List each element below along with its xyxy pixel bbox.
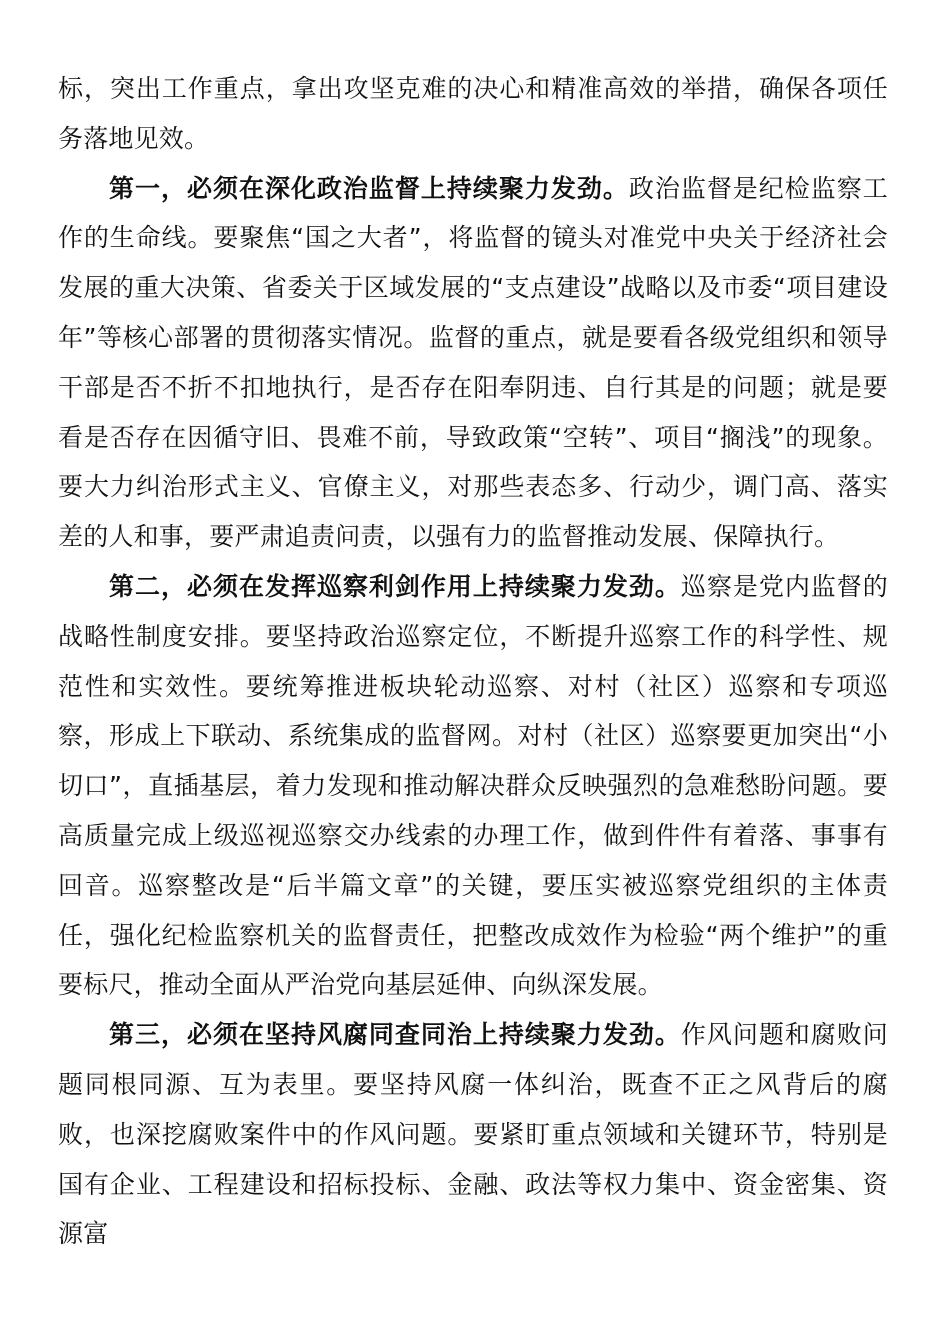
paragraph-text: 标，突出工作重点，拿出攻坚克难的决心和精准高效的举措，确保各项任务落地见效。 — [58, 74, 888, 153]
paragraph-text: 作风问题和腐败问题同根同源、互为表里。要坚持风腐一体纠治，既查不正之风背后的腐败，也深挖腐败案件中的作风问题。要紧盯重点领域和关键环节，特别是国有企业、工程建设和招标投标、金融、政法等权力集中、资金密集、资源富 — [58, 1020, 888, 1249]
paragraph-second-point — [58, 562, 888, 1010]
paragraph-heading: 第三，必须在坚持风腐同查同治上持续聚力发劲。 — [109, 1020, 681, 1050]
paragraph-third-point — [58, 1010, 888, 1259]
paragraph-continuation — [58, 64, 888, 164]
paragraph-heading: 第二，必须在发挥巡察利剑作用上持续聚力发劲。 — [109, 571, 681, 601]
paragraph-text: 政治监督是纪检监察工作的生命线。要聚焦“国之大者”，将监督的镜头对准党中央关于经济社会发展的重大决策、省委关于区域发展的“支点建设”战略以及市委“项目建设年”等核心部署的贯彻落实情况。监督的重点，就是要看各级党组织和领导干部是否不折不扣地执行，是否存在阳奉阴违、自行其是的问题；就是要看是否存在因循守旧、畏难不前，导致政策“空转”、项目“搁浅”的现象。要大力纠治形式主义、官僚主义，对那些表态多、行动少，调门高、落实差的人和事，要严肃追责问责，以强有力的监督推动发展、保障执行。 — [58, 173, 888, 552]
paragraph-heading: 第一，必须在深化政治监督上持续聚力发劲。 — [109, 173, 629, 203]
paragraph-text: 巡察是党内监督的战略性制度安排。要坚持政治巡察定位，不断提升巡察工作的科学性、规范性和实效性。要统筹推进板块轮动巡察、对村（社区）巡察和专项巡察，形成上下联动、系统集成的监督网。对村（社区）巡察要更加突出“小切口”，直插基层，着力发现和推动解决群众反映强烈的急难愁盼问题。要高质量完成上级巡视巡察交办线索的办理工作，做到件件有着落、事事有回音。巡察整改是“后半篇文章”的关键，要压实被巡察党组织的主体责任，强化纪检监察机关的监督责任，把整改成效作为检验“两个维护”的重要标尺，推动全面从严治党向基层延伸、向纵深发展。 — [58, 571, 888, 1000]
paragraph-first-point — [58, 164, 888, 562]
document-body — [58, 64, 888, 1259]
